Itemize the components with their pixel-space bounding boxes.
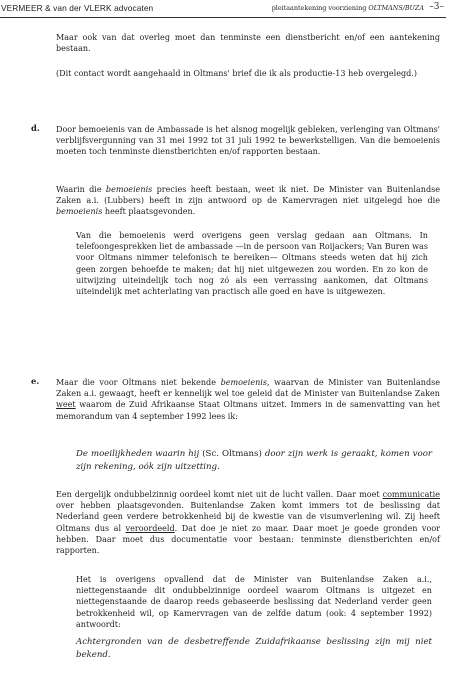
paragraph-d: Door bemoeienis van de Ambassade is het alsnog mogelijk gebleken, verlenging van Oltmans' verblijfsvergunning van 31 mei 1992 tot 31 juli 1992 te bewerkstelligen. Van die bemoeienis moeten toch tenminste dienstberichten en/of rapporten bestaan. (56, 125, 440, 157)
document-title: pleitaantekening voorziening OLTMANS/BUZA (271, 4, 424, 12)
quote-kamervragen: Achtergronden van de desbetreffende Zuidafrikaanse beslissing zijn mij niet bekend. (76, 637, 432, 660)
paragraph-e: Maar die voor Oltmans niet bekende bemoeienis, waarvan de Minister van Buitenlandse Zaken a.i. gewaagt, heeft er kennelijk wel toe geleid dat de Minister van Buitenlandse Zaken weet waarom de Zuid Afrikaanse Staat Oltmans uitzet. Immers in de samenvatting van het memorandum van 4 september 1992 lees ik: (56, 378, 440, 421)
law-firm-name: VERMEER & van der VLERK advocaten (1, 3, 154, 13)
paragraph-productie-13: (Dit contact wordt aangehaald in Oltmans' brief die ik als productie-13 heb overgelegd.) (56, 69, 417, 78)
paragraph-verslag: Van die bemoeienis werd overigens geen verslag gedaan aan Oltmans. In telefoongesprekken liet de ambassade —in de persoon van Roijackers; Van Buren was voor Oltmans nimmer telefonisch te bereiken— Oltmans steeds weten dat hij zich geen zorgen behoefde te maken; dat hij niet uitgewezen zou worden. En zo kon de uitwijzing uiteindelijk toch nog zó als een verrassing aankomen, dat Oltmans uiteindelijk met achterlating van practisch alle goed en have is uitgewezen. (76, 231, 428, 297)
paragraph-overleg: Maar ook van dat overleg moet dan tenminste een dienstbericht en/of een aantekening bestaan. (56, 33, 440, 54)
page-header (0, 3, 446, 18)
paragraph-bemoeienis: Waarin die bemoeienis precies heeft bestaan, weet ik niet. De Minister van Buitenlandse Zaken a.i. (Lubbers) heeft in zijn antwoord op de Kamervragen niet uitgelegd hoe die bemoeienis heeft plaatsgevonden. (56, 185, 440, 217)
quote-memorandum: De moeilijkheden waarin hij (Sc. Oltmans) door zijn werk is geraakt, komen voor zijn rekening, oók zijn uitzetting. (76, 449, 432, 472)
page-number: –3– (429, 2, 444, 12)
paragraph-oordeel: Een dergelijk ondubbelzinnig oordeel komt niet uit de lucht vallen. Daar moet communicatie over hebben plaatsgevonden. Buitenlandse Zaken komt immers tot de beslissing dat Nederland geen verdere betrokkenheid bij de kwestie van de visumverlening wil. Zij heeft Oltmans dus al veroordeeld. Dat doe je niet zo maar. Daar moet je goede gronden voor hebben. Daar moet dus documentatie voor bestaan: tenminste dienstberichten en/of rapporten. (56, 490, 441, 556)
item-label-d: d. (31, 123, 40, 133)
item-label-e: e. (31, 376, 40, 386)
paragraph-opvallend: Het is overigens opvallend dat de Minister van Buitenlandse Zaken a.i., niettegenstaande dit ondubbelzinnige oordeel waarom Oltmans is uitgezet en niettegenstaande de daarop reeds gebaseerde beslissing dat Nederland verder geen betrokkenheid wil, op Kamervragen van de zelfde datum (ook: 4 september 1992) antwoordt: (76, 575, 432, 629)
